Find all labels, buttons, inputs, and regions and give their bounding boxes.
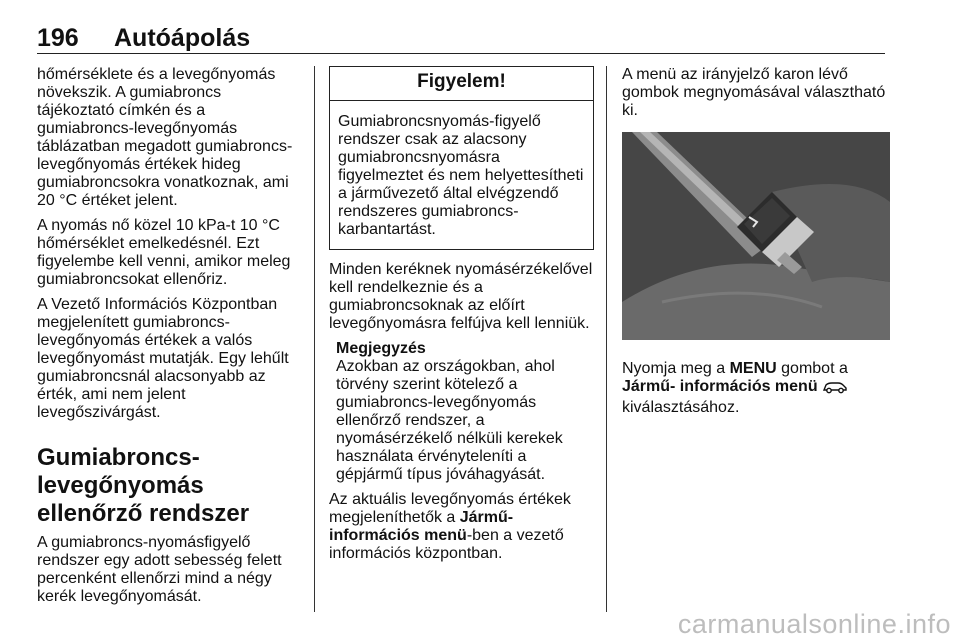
press-menu-text-2: gombot a [776,360,848,377]
warning-title: Figyelem! [330,67,593,101]
column-divider-2 [606,66,607,612]
note-text: Azokban az országokban, ahol törvény szerint kötelező a gumiabroncs-levegőnyomás ellenőrző rendszer, a nyomásérzékelő nélküli kerekek használata érvényteleníti a gépjármű típus jóváhagyását. [336,358,563,483]
paragraph-pressure-increase: A nyomás nő közel 10 kPa-t 10 °C hőmérséklet emelkedésnél. Ezt figyelembe kell venni, amikor meleg gumiabroncsokat ellenőriz. [37,217,291,288]
note-title: Megjegyzés [336,340,426,357]
vehicle-info-menu-label-2: Jármű- információs menü [622,378,818,395]
display-values-text-2: -ben a vezető információs központban. [329,527,564,562]
car-icon [822,380,848,399]
paragraph-cold-tyre-pressure: hőmérséklete és a levegőnyomás növekszik. A gumiabroncs tájékoztató címkén és a gumiabroncs-levegőnyomás táblázatban megadott gumiabroncs-levegőnyomás értékek hideg gumiabroncsokra vonatkoznak, ami 20 °C értéket jelent. [37,66,293,209]
menu-button-label: MENU [729,360,777,377]
warning-text: Gumiabroncsnyomás-figyelő rendszer csak az alacsony gumiabroncsnyomásra figyelmeztet és nem helyettesítheti a járművezető által elvégzendő rendszeres gumiabroncs-karbantartást. [338,113,584,238]
paragraph-display-values [329,491,594,563]
column-1 [37,66,299,613]
watermark: carmanualsonline.info [677,609,951,639]
display-values-text-1: Az aktuális levegőnyomás értékek megjeleníthetők a [329,491,571,526]
paragraph-press-menu [622,360,890,417]
vehicle-info-menu-label: Jármű-információs menü [329,509,514,544]
column-2 [329,66,594,570]
press-menu-text-1: Nyomja meg a [622,360,730,377]
section-title: Autóápolás [114,24,251,52]
header-divider [37,53,885,54]
note-box [329,340,594,484]
paragraph-menu-selection: A menü az irányjelző karon lévő gombok megnyomásával választható ki. [622,66,886,119]
page-header [37,24,885,54]
turn-signal-lever-image [622,132,890,340]
paragraph-sensor-requirement: Minden keréknek nyomásérzékelővel kell rendelkeznie és a gumiabroncsoknak az előírt levegőnyomásra felfújva kell lenniük. [329,261,593,332]
press-menu-text-3: kiválasztásához. [622,399,740,416]
column-divider-1 [314,66,315,612]
column-3 [622,66,890,424]
paragraph-dic-values: A Vezető Információs Központban megjelenített gumiabroncs-levegőnyomás értékek a valós levegőnyomást mutatják. Egy lehűlt gumiabroncsnál alacsonyabb az érték, ami nem jelent levegőszivárgást. [37,296,289,421]
paragraph-tpms-intro: A gumiabroncs-nyomásfigyelő rendszer egy adott sebesség felett percenként ellenőrzi mind a négy kerék levegőnyomását. [37,534,282,605]
warning-box [329,66,594,250]
heading-tpms: Gumiabroncs-levegőnyomás ellenőrző rendszer [37,444,250,527]
page-number: 196 [37,24,79,52]
